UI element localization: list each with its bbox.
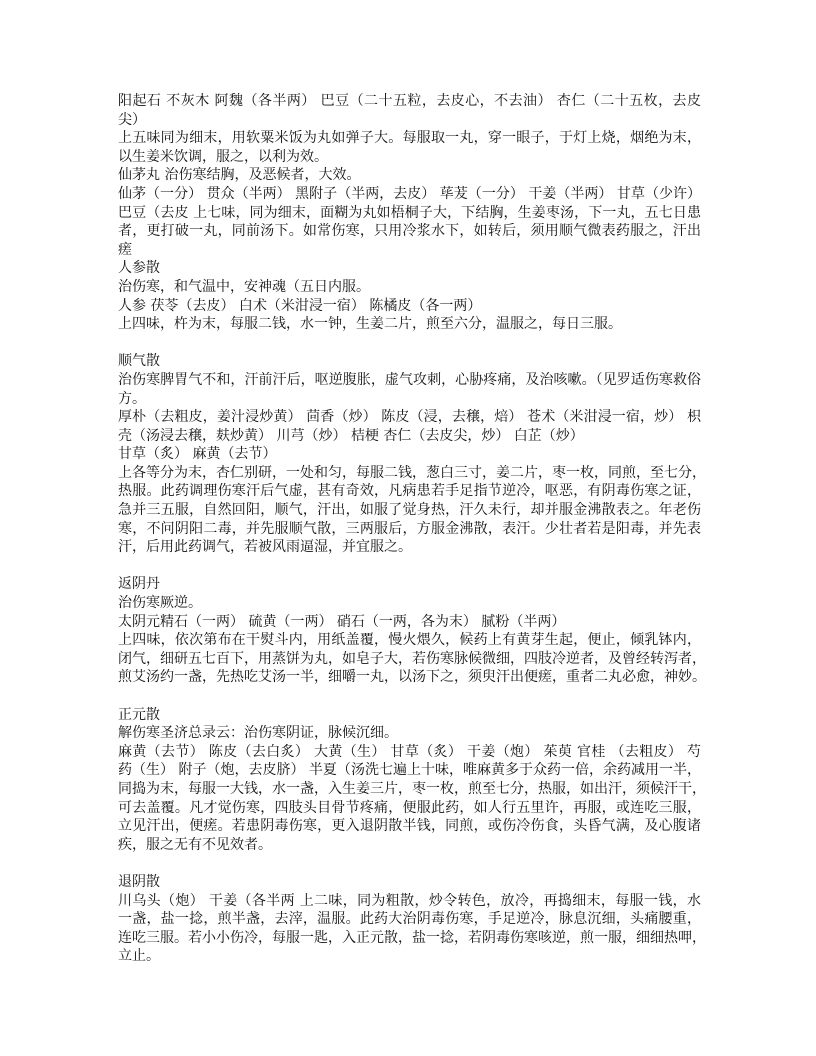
text-line: 甘草（炙） 麻黄（去节） <box>118 446 277 463</box>
document-body <box>118 92 706 966</box>
blank-line <box>118 557 701 576</box>
text-line: 治伤寒脾胃气不和，汗前汗后，呕逆腹胀，虚气攻刺，心胁疼痛，及治咳嗽。（见罗适伤寒救俗 <box>118 371 701 388</box>
text-line: 顺气散 <box>118 353 160 370</box>
text-line: 人参散 <box>118 260 160 277</box>
text-line: 尖） <box>118 111 146 128</box>
text-line: 太阴元精石（一两） 硫黄（一两） 硝石（一两，各为末） 腻粉（半两） <box>118 613 566 630</box>
text-line: 解伤寒圣济总录云：治伤寒阴证，脉候沉细。 <box>118 725 398 742</box>
text-line: 闭气，细研五七百下，用蒸饼为丸，如皂子大，若伤寒脉候微细，四肢冷逆者，及曾经转泻者， <box>118 650 706 667</box>
text-line: 连吃三服。若小小伤冷，每服一匙，入正元散，盐一捻，若阴毒伤寒咳逆，煎一服，细细热呷， <box>118 929 706 946</box>
text-line: 瘥 <box>118 241 132 258</box>
text-line: 汗，后用此药调气，若被风雨逼湿，并宜服之。 <box>118 539 412 556</box>
blank-line <box>118 334 701 353</box>
text-line: 上各等分为末，杏仁别研，一处和匀，每服二钱，葱白三寸，姜二片，枣一枚，同煎，至七分， <box>118 464 706 481</box>
text-line: 返阴丹 <box>118 576 160 593</box>
text-line: 同捣为末，每服一大钱，水一盏，入生姜三片，枣一枚，煎至七分，热服，如出汗，须候汗干， <box>118 780 706 797</box>
text-line: 治伤寒厥逆。 <box>118 595 202 612</box>
text-line: 上五味同为细末，用软粟米饭为丸如弹子大。每服取一丸，穿一眼子，于灯上烧，烟绝为末， <box>118 130 701 147</box>
text-line: 寒，不问阴阳二毒，并先服顺气散，三两服后，方服金沸散，表汗。少壮者若是阳毒，并先表 <box>118 520 701 537</box>
text-line: 方。 <box>118 390 146 407</box>
text-line: 阳起石 不灰木 阿魏（各半两） 巴豆（二十五粒，去皮心，不去油） 杏仁（二十五枚，去皮 <box>118 93 701 109</box>
text-line: 急并三五服，自然回阳，顺气，汗出，如服了觉身热，汗久未行，却并服金沸散表之。年老伤 <box>118 502 701 519</box>
text-line: 煎艾汤约一盏，先热吃艾汤一半，细嚼一丸，以汤下之，须臾汗出便瘥，重者二丸必愈，神妙。 <box>118 669 706 686</box>
text-line: 上四味，依次第布在干熨斗内，用纸盖覆，慢火煨久，候药上有黄芽生起，便止，倾乳钵内， <box>118 632 701 649</box>
text-line: 麻黄（去节） 陈皮（去白炙） 大黄（生） 甘草（炙） 干姜（炮） 茱萸 官桂 （去粗皮） 芍 <box>118 743 701 760</box>
text-line: 退阴散 <box>118 873 160 890</box>
text-line: 川乌头（炮） 干姜（各半两 上二味，同为粗散，炒令转色，放冷，再捣细末，每服一钱，水 <box>118 892 701 909</box>
text-line: 立见汗出，便瘥。若患阴毒伤寒，更入退阴散半钱，同煎，或伤冷伤食，头昏气满，及心腹诸 <box>118 818 701 835</box>
text-line: 仙茅丸 治伤寒结胸，及恶候者，大效。 <box>118 167 361 184</box>
blank-line <box>118 854 701 873</box>
text-line: 可去盖覆。凡才觉伤寒，四肢头目骨节疼痛，便服此药，如人行五里许，再服，或连吃三服， <box>118 799 701 816</box>
text-line: 热服。此药调理伤寒汗后气虚，甚有奇效，凡病患若手足指节逆冷，呕恶，有阴毒伤寒之证， <box>118 483 701 500</box>
text-line: 以生姜米饮调，服之，以利为效。 <box>118 148 328 165</box>
text-line: 一盏，盐一捻，煎半盏，去滓，温服。此药大治阴毒伤寒，手足逆冷，脉息沉细，头痛腰重， <box>118 911 701 928</box>
text-line: 巴豆（去皮 上七味，同为细末，面糊为丸如梧桐子大，下结胸，生姜枣汤，下一丸，五七日患 <box>118 204 701 221</box>
blank-line <box>118 687 701 706</box>
text-line: 上四味，杵为末，每服二钱，水一钟，生姜二片，煎至六分，温服之，每日三服。 <box>118 316 622 333</box>
text-line: 正元散 <box>118 706 160 723</box>
text-line: 仙茅（一分） 贯众（半两） 黑附子（半两，去皮） 荜茇（一分） 干姜（半两） 甘草（少许） <box>118 185 701 202</box>
text-line: 者，更打破一丸，同前汤下。如常伤寒，只用冷浆水下，如转后，须用顺气微表药服之，汗出 <box>118 223 701 240</box>
text-line: 人参 茯苓（去皮） 白术（米泔浸一宿） 陈橘皮（各一两） <box>118 297 482 314</box>
text-line: 厚朴（去粗皮，姜汁浸炒黄） 茴香（炒） 陈皮（浸，去穣，焙） 苍术（米泔浸一宿，炒） 枳 <box>118 409 701 426</box>
text-line: 治伤寒，和气温中，安神魂（五日内服。 <box>118 278 370 295</box>
text-line: 壳（汤浸去穣，麸炒黄） 川芎（炒） 桔梗 杏仁（去皮尖，炒） 白芷（炒） <box>118 427 584 444</box>
text-line: 疾，服之无有不见效者。 <box>118 836 272 853</box>
text-line: 立止。 <box>118 948 160 965</box>
text-line: 药（生） 附子（炮，去皮脐） 半夏（汤洗七遍上十味，唯麻黄多于众药一倍，余药减用一半， <box>118 762 701 779</box>
